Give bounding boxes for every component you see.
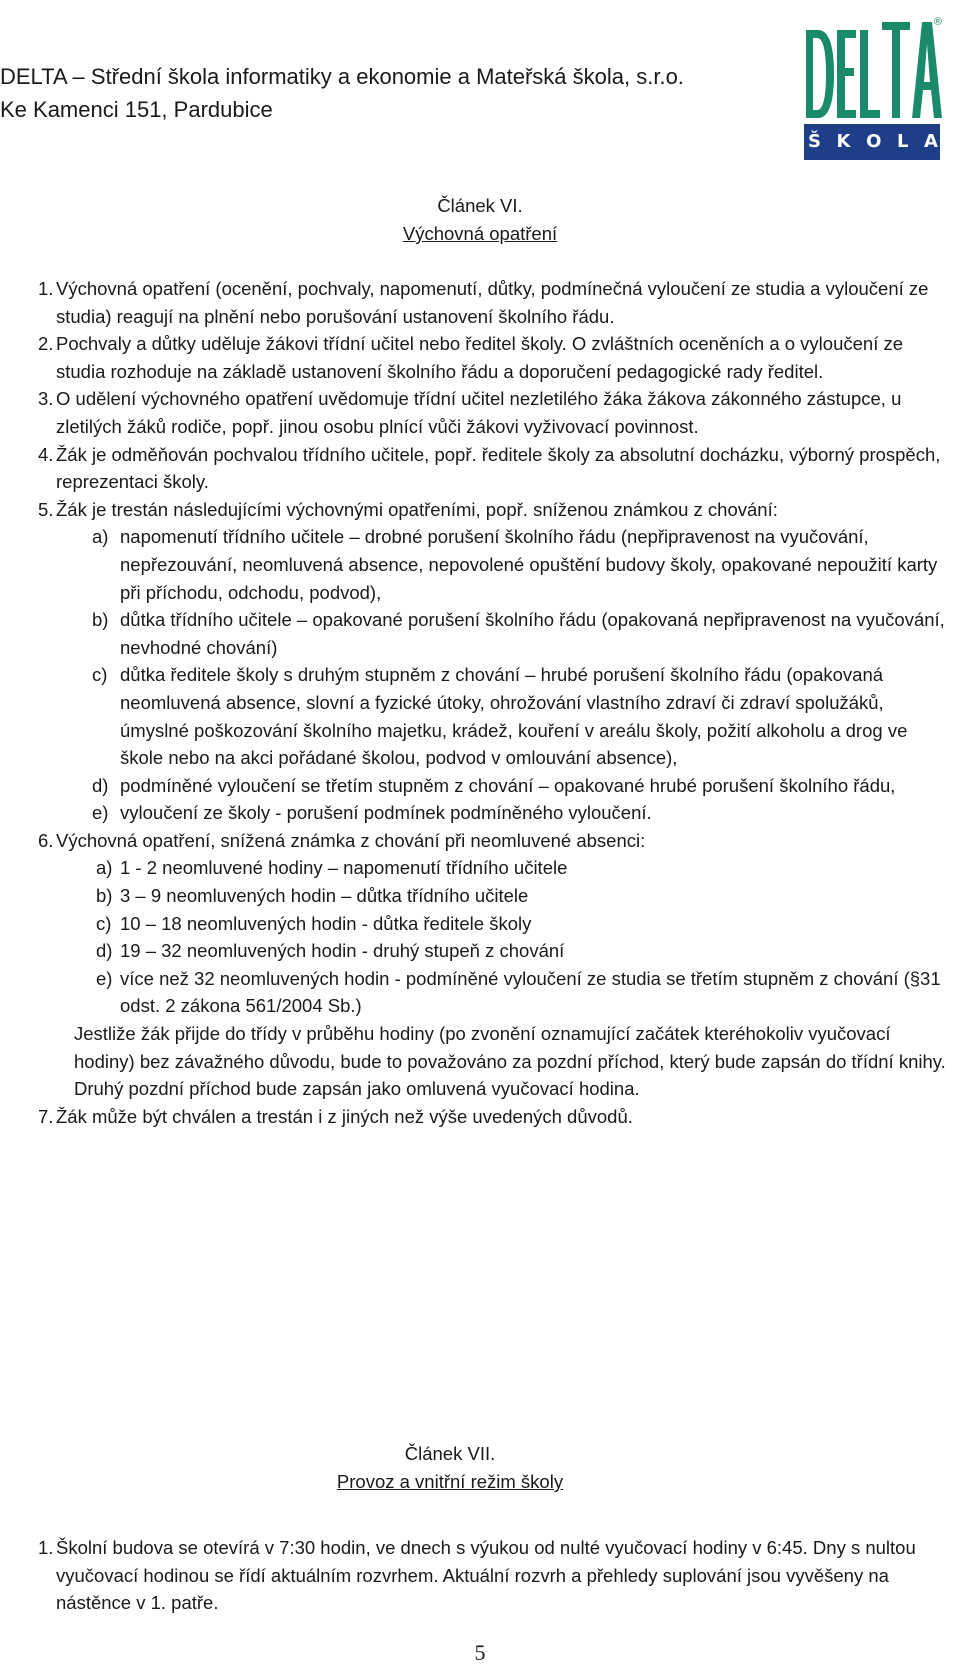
sublist-item bbox=[96, 854, 948, 882]
article-6-heading bbox=[0, 192, 960, 248]
subitem-text: 19 – 32 neomluvených hodin - druhý stupeň z chování bbox=[120, 940, 565, 962]
subitem-letter: d) bbox=[92, 774, 109, 796]
delta-logo-mark bbox=[804, 12, 944, 124]
item-number: 2. bbox=[38, 333, 54, 355]
school-address: Ke Kamenci 151, Pardubice bbox=[0, 97, 273, 122]
list-item bbox=[38, 827, 948, 1103]
item-text: Výchovná opatření (ocenění, pochvaly, napomenutí, důtky, podmínečná vyloučení ze studia a vyloučení ze studia) reagují na plnění nebo porušování ustanovení školního řádu. bbox=[56, 278, 929, 327]
list-item bbox=[38, 441, 948, 496]
school-name: DELTA – Střední škola informatiky a ekonomie a Mateřská škola, s.r.o. bbox=[0, 64, 684, 89]
item-text: Školní budova se otevírá v 7:30 hodin, ve dnech s výukou od nulté vyučovací hodiny v 6:45. Dny s nultou vyučovací hodinou se řídí aktuálním rozvrhem. Aktuální rozvrh a přehledy suplování jsou vyvěšeny na nástěnce v 1. patře. bbox=[56, 1537, 916, 1614]
subitem-text: 1 - 2 neomluvené hodiny – napomenutí třídního učitele bbox=[120, 857, 568, 879]
item-text: O udělení výchovného opatření uvědomuje třídní učitel nezletilého žáka žákova zákonného zástupce, u zletilých žáků rodiče, popř. jinou osobu plnící vůči žákovi vyživovací povinnost. bbox=[56, 388, 902, 437]
sublist-item bbox=[96, 965, 948, 1020]
logo-letter: L bbox=[896, 131, 909, 152]
late-arrival-paragraph: Jestliže žák přijde do třídy v průběhu hodiny (po zvonění oznamující začátek kteréhokoliv vyučovací hodiny) bez závažného důvodu, bude to považováno za pozdní příchod, který bude zapsán do třídní knihy. Druhý pozdní příchod bude zapsán jako omluvená vyučovací hodina. bbox=[74, 1023, 946, 1100]
subitem-text: více než 32 neomluvených hodin - podmíněné vyloučení ze studia se třetím stupněm z chování (§31 odst. 2 zákona 561/2004 Sb.) bbox=[120, 967, 941, 1017]
article-7-list bbox=[38, 1534, 948, 1617]
item-number: 1. bbox=[38, 1537, 54, 1558]
sublist-item bbox=[92, 661, 948, 771]
subitem-text: důtka ředitele školy s druhým stupněm z chování – hrubé porušení školního řádu (opakovaná neomluvená absence, slovní a fyzické útoky, ohrožování vlastního zdraví či zdraví spolužáků, úmyslné poškozování školního majetku, krádež, kouření v areálu školy, požití alkoholu a drog ve škole nebo na akci pořádané školou, podvod v omlouvání absence), bbox=[120, 664, 908, 769]
list-item bbox=[38, 275, 948, 330]
subitem-text: 10 – 18 neomluvených hodin - důtka ředitele školy bbox=[120, 912, 532, 934]
list-item bbox=[38, 496, 948, 827]
logo-letter: Š bbox=[808, 131, 821, 152]
subitem-text: 3 – 9 neomluvených hodin – důtka třídního učitele bbox=[120, 885, 529, 907]
list-item bbox=[38, 1534, 948, 1617]
subitem-text: důtka třídního učitele – opakované porušení školního řádu (opakovaná nepřipravenost na vyučování, nevhodné chování) bbox=[120, 609, 945, 658]
list-item bbox=[38, 330, 948, 385]
item-number: 6. bbox=[38, 829, 54, 851]
item-number: 1. bbox=[38, 278, 54, 299]
item-number: 4. bbox=[38, 443, 54, 465]
sublist-item bbox=[92, 606, 948, 661]
document-header bbox=[0, 60, 684, 126]
subitem-text: napomenutí třídního učitele – drobné porušení školního řádu (nepřipravenost na vyučování, nepřezouvání, neomluvená absence, nepovolené opuštění budovy školy, opakované nepoužití karty při příchodu, odchodu, podvod), bbox=[120, 526, 938, 603]
article-6-subtitle: Výchovná opatření bbox=[402, 223, 558, 244]
list-item bbox=[38, 385, 948, 440]
logo-skola-text bbox=[808, 129, 938, 155]
article-7-title: Článek VII. bbox=[404, 1443, 496, 1464]
article-7-subtitle: Provoz a vnitřní režim školy bbox=[336, 1471, 564, 1492]
logo-letter: A bbox=[924, 131, 938, 152]
logo-letter: K bbox=[836, 131, 851, 152]
subitem-text: podmíněné vyloučení se třetím stupněm z chování – opakované hrubé porušení školního řádu, bbox=[120, 774, 896, 796]
subitem-letter: e) bbox=[96, 967, 113, 989]
item-text: Žák je trestán následujícími výchovnými opatřeními, popř. sníženou známkou z chování: bbox=[56, 498, 778, 520]
logo-letter: O bbox=[866, 131, 882, 152]
page-number: 5 bbox=[474, 1640, 486, 1665]
subitem-letter: b) bbox=[92, 609, 109, 631]
sublist-item bbox=[92, 772, 948, 800]
item-number: 3. bbox=[38, 388, 54, 410]
subitem-letter: a) bbox=[92, 526, 109, 548]
subitem-letter: b) bbox=[96, 885, 113, 907]
article-6-list bbox=[38, 275, 948, 1130]
item-number: 7. bbox=[38, 1105, 54, 1127]
sublist-item bbox=[96, 910, 948, 938]
subitem-letter: c) bbox=[96, 912, 112, 934]
list-item bbox=[38, 1103, 948, 1131]
sublist-item bbox=[96, 937, 948, 965]
subitem-text: vyloučení ze školy - porušení podmínek podmíněného vyloučení. bbox=[120, 802, 652, 824]
subitem-letter: a) bbox=[96, 857, 113, 879]
subitem-letter: c) bbox=[92, 664, 108, 686]
item-number: 5. bbox=[38, 498, 54, 520]
item-text: Žák může být chválen a trestán i z jiných než výše uvedených důvodů. bbox=[56, 1105, 633, 1127]
sublist-item bbox=[96, 882, 948, 910]
article-7-heading bbox=[0, 1440, 930, 1496]
sublist-item bbox=[92, 523, 948, 606]
subitem-letter: e) bbox=[92, 802, 109, 824]
item-text: Žák je odměňován pochvalou třídního učitele, popř. ředitele školy za absolutní docházku, výborný prospěch, reprezentaci školy. bbox=[56, 443, 941, 493]
article-6-title: Článek VI. bbox=[437, 195, 523, 216]
item-text: Pochvaly a důtky uděluje žákovi třídní učitel nebo ředitel školy. O zvláštních oceněních a o vyloučení ze studia rozhoduje na základě ustanovení školního řádu a doporučení pedagogické rady ředitel. bbox=[56, 333, 904, 382]
sublist-item bbox=[92, 799, 948, 827]
delta-skola-logo bbox=[804, 12, 944, 152]
sublist bbox=[56, 523, 948, 827]
item-text: Výchovná opatření, snížená známka z chování při neomluvené absenci: bbox=[56, 829, 646, 851]
sublist bbox=[56, 854, 948, 1020]
subitem-letter: d) bbox=[96, 940, 113, 962]
registered-mark: ® bbox=[933, 16, 942, 28]
